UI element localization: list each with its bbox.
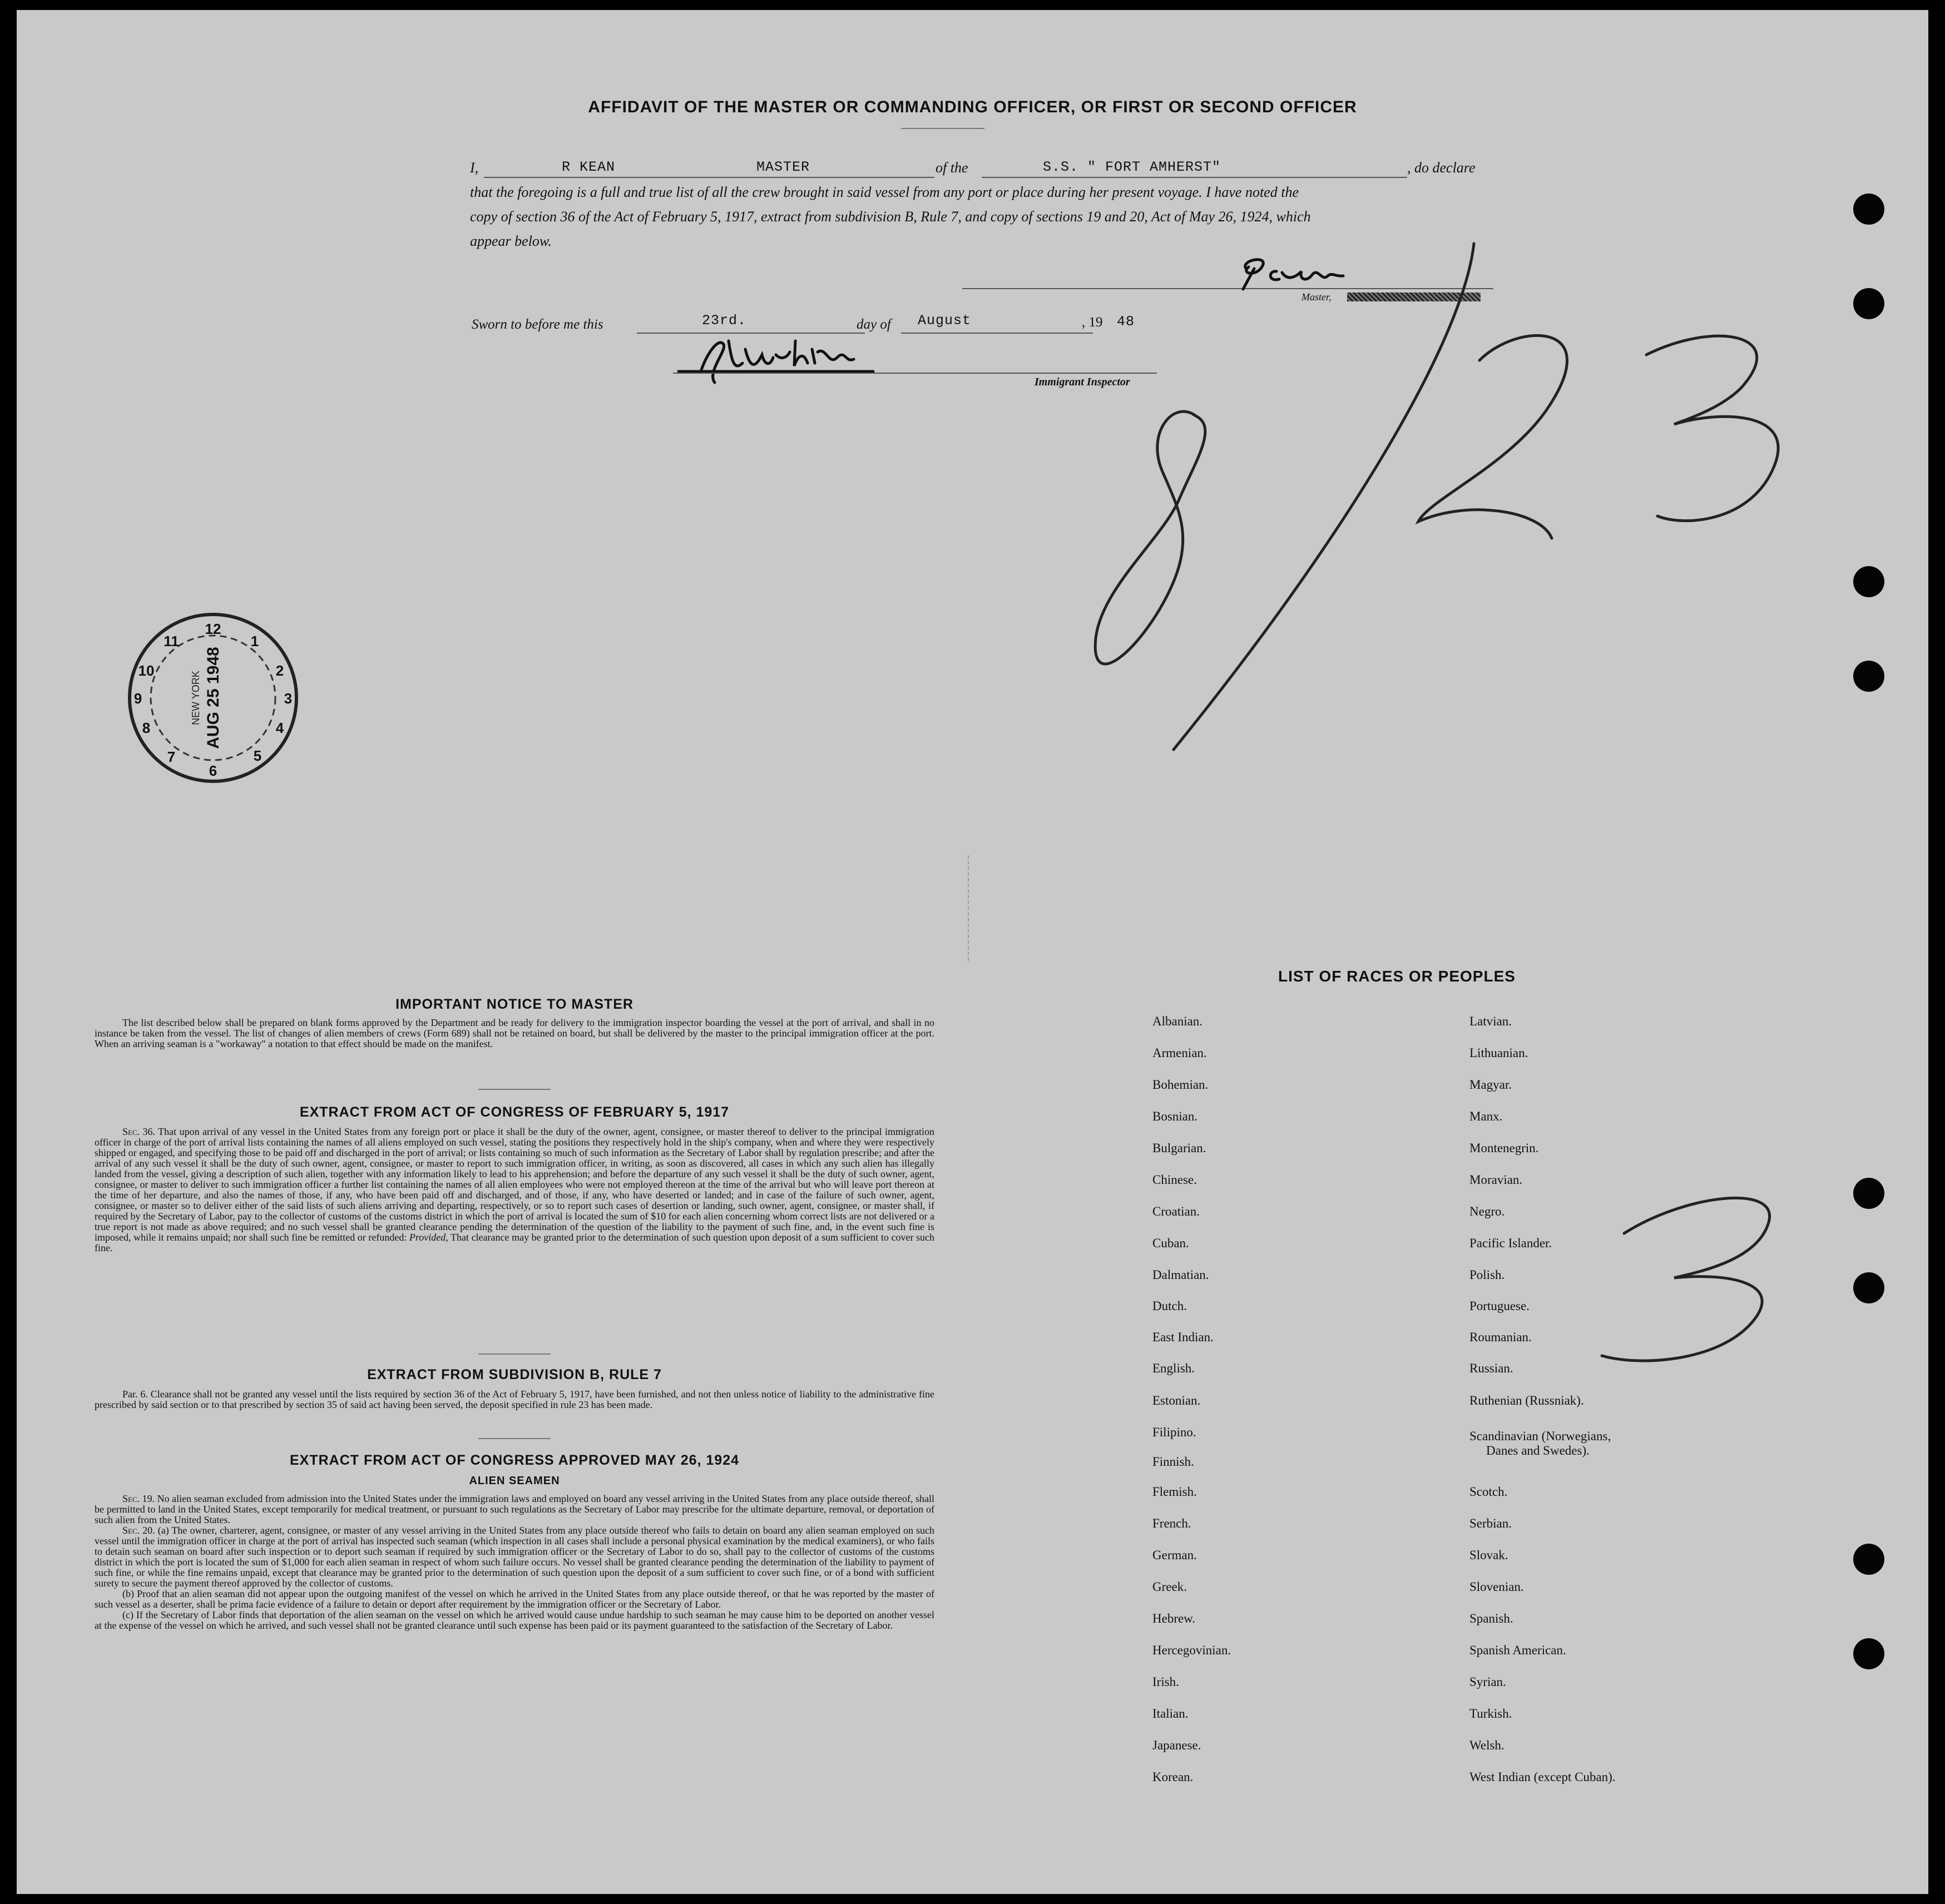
races-heading: LIST OF RACES OR PEOPLES <box>1278 968 1516 985</box>
race-greek: Greek. <box>1152 1580 1187 1594</box>
center-fold-line <box>968 855 969 961</box>
stamp-hour-3: 3 <box>284 690 293 707</box>
divider-3 <box>478 1438 551 1439</box>
race-polish: Polish. <box>1469 1268 1505 1282</box>
race-italian: Italian. <box>1152 1707 1189 1720</box>
race-serbian: Serbian. <box>1469 1516 1512 1530</box>
stamp-hour-4: 4 <box>275 720 284 736</box>
sec36-label: Sec. 36. <box>122 1126 156 1137</box>
stamp-hour-1: 1 <box>250 633 259 649</box>
divider-2 <box>478 1353 551 1355</box>
year-prefix: , 19 <box>1082 315 1103 330</box>
race-estonian: Estonian. <box>1152 1394 1201 1407</box>
declaration-line-3: copy of section 36 of the Act of February 5, 1917, extract from subdivision B, Rule 7, and copy of sections 19 and 20, Act of May 26, 1924, which <box>470 209 1311 225</box>
race-portuguese: Portuguese. <box>1469 1299 1530 1313</box>
vessel-name: S.S. " FORT AMHERST" <box>1043 159 1221 175</box>
sec19-body: No alien seaman excluded from admission into the United States under the immigration laws and employed on board any vessel arriving in the United States from any place outside thereof, shall be permitted to land in the United States, except temporarily for medical treatment, or pursuant to such regulations as the Secretary of Labor may prescribe for the ultimate departure, removal, or deportation of such alien from the United States. <box>95 1493 935 1525</box>
stamp-hour-12: 12 <box>205 621 221 637</box>
rule7-heading: EXTRACT FROM SUBDIVISION B, RULE 7 <box>367 1367 662 1382</box>
race-scandinavian-cont: Danes and Swedes). <box>1486 1444 1590 1457</box>
race-slovenian: Slovenian. <box>1469 1580 1524 1594</box>
race-welsh: Welsh. <box>1469 1738 1504 1752</box>
race-german: German. <box>1152 1548 1197 1562</box>
stamp-hour-10: 10 <box>138 662 155 679</box>
race-pacific-islander: Pacific Islander. <box>1469 1236 1552 1250</box>
declaration-line-4: appear below. <box>470 233 552 249</box>
race-spanish-american: Spanish American. <box>1469 1643 1566 1657</box>
day-of-label: day of <box>857 317 891 332</box>
race-bohemian: Bohemian. <box>1152 1078 1209 1092</box>
race-west-indian: West Indian (except Cuban). <box>1469 1770 1616 1784</box>
race-dutch: Dutch. <box>1152 1299 1187 1313</box>
divider-1 <box>478 1089 551 1090</box>
race-bosnian: Bosnian. <box>1152 1109 1198 1123</box>
race-slovak: Slovak. <box>1469 1548 1508 1562</box>
i-label: I, <box>470 160 479 176</box>
race-dalmatian: Dalmatian. <box>1152 1268 1209 1282</box>
race-lithuanian: Lithuanian. <box>1469 1046 1528 1060</box>
document-page <box>17 10 1928 1894</box>
stamp-hour-6: 6 <box>209 762 217 779</box>
race-ruthenian: Ruthenian (Russniak). <box>1469 1394 1584 1407</box>
binder-hole <box>1853 1544 1884 1575</box>
stamp-date: AUG 25 1948 <box>204 647 222 749</box>
race-negro: Negro. <box>1469 1204 1505 1218</box>
master-rank: MASTER <box>756 159 810 175</box>
binder-hole <box>1853 661 1884 692</box>
stamp-hour-7: 7 <box>167 748 176 765</box>
stamp-hour-9: 9 <box>133 690 142 707</box>
race-cuban: Cuban. <box>1152 1236 1189 1250</box>
race-magyar: Magyar. <box>1469 1078 1512 1092</box>
race-albanian: Albanian. <box>1152 1014 1203 1028</box>
master-label: Master, <box>1301 291 1332 303</box>
race-scotch: Scotch. <box>1469 1485 1508 1499</box>
sec20a-paragraph <box>95 1525 934 1589</box>
extract-1917-text <box>95 1127 934 1253</box>
binder-hole <box>1853 1638 1884 1669</box>
race-bulgarian: Bulgarian. <box>1152 1141 1206 1155</box>
provided-label: Provided, <box>409 1232 448 1243</box>
race-spanish: Spanish. <box>1469 1612 1513 1625</box>
binder-hole <box>1853 288 1884 319</box>
race-irish: Irish. <box>1152 1675 1179 1689</box>
sworn-label: Sworn to before me this <box>472 317 603 332</box>
sec20-label: Sec. 20. <box>122 1525 155 1536</box>
race-latvian: Latvian. <box>1469 1014 1512 1028</box>
race-finnish: Finnish. <box>1152 1455 1194 1469</box>
race-french: French. <box>1152 1516 1191 1530</box>
extract-1917-heading: EXTRACT FROM ACT OF CONGRESS OF FEBRUARY 5, 1917 <box>299 1104 730 1120</box>
extract-1924-text <box>95 1494 934 1631</box>
stamp-hour-5: 5 <box>253 747 262 764</box>
race-chinese: Chinese. <box>1152 1173 1197 1187</box>
binder-hole <box>1853 1178 1884 1209</box>
race-english: English. <box>1152 1361 1195 1375</box>
sec20b-paragraph: (b) Proof that an alien seaman did not appear upon the outgoing manifest of the vessel on which he arrived in the United States from any place outside thereof, or that he was reported by the master of such vessel as a deserter, shall be prima facie evidence of a failure to detain or deport after requirement by the immigration officer or the Secretary of Labor. <box>95 1588 934 1610</box>
sec20c-paragraph: (c) If the Secretary of Labor finds that deportation of the alien seaman on the vessel on which he arrived would cause undue hardship to such seaman he may cause him to be deported on another vessel at the expense of the vessel on which he arrived, and such vessel shall not be granted clearance until such expense has been paid or its payment guaranteed to the satisfaction of the Secretary of Labor. <box>95 1609 934 1631</box>
race-flemish: Flemish. <box>1152 1485 1197 1499</box>
race-scandinavian: Scandinavian (Norwegians, <box>1469 1429 1611 1443</box>
stamp-hour-8: 8 <box>142 720 151 736</box>
race-manx: Manx. <box>1469 1109 1503 1123</box>
sec19-label: Sec. 19. <box>122 1493 155 1504</box>
race-korean: Korean. <box>1152 1770 1194 1784</box>
master-name: R KEAN <box>562 159 616 175</box>
race-syrian: Syrian. <box>1469 1675 1506 1689</box>
race-japanese: Japanese. <box>1152 1738 1201 1752</box>
notice-text: The list described below shall be prepared on blank forms approved by the Department and be ready for delivery to the immigration inspector boarding the vessel at the port of arrival, and shall in no instance be taken from the vessel. The list of changes of alien members of crews (Form 689) shall not be retained on board, but shall be delivered by the master to the principal immigration officer at the port. When an arriving seaman is a "workaway" a notation to that effect should be made on the manifest. <box>95 1017 934 1049</box>
race-hercegovinian: Hercegovinian. <box>1152 1643 1231 1657</box>
rule7-text: Par. 6. Clearance shall not be granted any vessel until the lists required by section 36 of the Act of February 5, 1917, have been furnished, and not then unless notice of liability to the administrative fine prescribed by said section or to that prescribed by section 35 of said act having been served, the deposit specified in rule 23 has been made. <box>95 1389 934 1410</box>
sec36-body: That upon arrival of any vessel in the United States from any foreign port or place it shall be the duty of the owner, agent, consignee, or master thereof to deliver to the principal immigration officer in charge of the port of arrival lists containing the names of all aliens employed on such vessel, stating the positions they respectively hold in the ship's company, when and where they were respectively shipped or engaged, and specifying those to be paid off and discharged in the port of arrival; or lists containing so much of such information as the Secretary of Labor shall by regulation prescribe; and after the arrival of any such vessel it shall be the duty of such owner, agent, consignee, or master to report to such immigration officer, in writing, as soon as discovered, all cases in which any such alien has illegally landed from the vessel, giving a description of such alien, together with any information likely to lead to his apprehension; and before the departure of any such vessel it shall be the duty of such owner, agent, consignee, or master to deliver to such immigration officer a further list containing the names of all alien employees who were not employed thereon at the time of the arrival but who will leave port thereon at the time of her departure, and also the names of those, if any, who have been paid off and discharged, and of those, if any, who have deserted or landed; and in case of the failure of such owner, agent, consignee, or master so to deliver either of the said lists of such aliens arriving and departing, respectively, or so to report such cases of desertion or landing, such owner, agent, consignee, or master shall, if required by the Secretary of Labor, pay to the collector of customs of the customs district in which the port of arrival is located the sum of $10 for each alien concerning whom correct lists are not delivered or a true report is not made as above required; and no such vessel shall be granted clearance pending the determination of the question of the liability to the payment of such fine, and, in the event such fine is imposed, while it remains unpaid; nor shall such fine be remitted or refunded: <box>95 1126 935 1243</box>
race-hebrew: Hebrew. <box>1152 1612 1196 1625</box>
binder-hole <box>1853 566 1884 597</box>
race-moravian: Moravian. <box>1469 1173 1523 1187</box>
sworn-month: August <box>918 313 972 329</box>
race-filipino: Filipino. <box>1152 1425 1196 1439</box>
extract-1924-heading: EXTRACT FROM ACT OF CONGRESS APPROVED MAY 26, 1924 <box>289 1452 740 1468</box>
affidavit-title: AFFIDAVIT OF THE MASTER OR COMMANDING OFFICER, OR FIRST OR SECOND OFFICER <box>588 98 1357 116</box>
race-russian: Russian. <box>1469 1361 1513 1375</box>
of-the-label: of the <box>936 160 968 176</box>
sec36-end: That clearance may be granted prior to the determination of such question upon deposit of a sum sufficient to cover such fine. <box>95 1232 935 1253</box>
sworn-day: 23rd. <box>702 313 747 329</box>
sec19-paragraph <box>95 1494 934 1525</box>
race-turkish: Turkish. <box>1469 1707 1512 1720</box>
race-montenegrin: Montenegrin. <box>1469 1141 1539 1155</box>
race-croatian: Croatian. <box>1152 1204 1200 1218</box>
stamp-hour-11: 11 <box>164 633 179 649</box>
alien-seamen-subheading: ALIEN SEAMEN <box>469 1475 560 1487</box>
stamp-place: NEW YORK <box>190 671 201 725</box>
stamp-hour-2: 2 <box>275 662 284 679</box>
race-armenian: Armenian. <box>1152 1046 1207 1060</box>
notice-heading: IMPORTANT NOTICE TO MASTER <box>395 996 634 1012</box>
race-roumanian: Roumanian. <box>1469 1330 1532 1344</box>
binder-hole <box>1853 1272 1884 1303</box>
date-stamp <box>121 606 305 790</box>
inspector-label: Immigrant Inspector <box>1035 376 1130 388</box>
do-declare-label: , do declare <box>1407 160 1476 176</box>
sec20a-body: (a) The owner, charterer, agent, consignee, or master of any vessel arriving in the United States from any place outside thereof who fails to detain on board any alien seaman employed on such vessel until the immigration officer in charge at the port of arrival has inspected such seaman (which inspection in all cases shall include a personal physical examination by the medical examiners), or who fails to detain such seaman on board after such inspection or to deport such seaman if required by such immigration officer or the Secretary of Labor to do so, shall pay to the collector of customs of the customs district in which the port is located the sum of $1,000 for each alien seaman in respect of whom such failure occurs. No vessel shall be granted clearance pending the determination of the liability to payment of such fine, or while the fine remains unpaid, except that clearance may be granted prior to the determination of such question upon the deposit of a sum sufficient to cover such fine, or of a bond with sufficient surety to secure the payment thereof approved by the collector of customs. <box>95 1525 935 1589</box>
year-suffix: 48 <box>1117 314 1135 330</box>
race-east-indian: East Indian. <box>1152 1330 1214 1344</box>
declaration-line-2: that the foregoing is a full and true list of all the crew brought in said vessel from any port or place during her present voyage. I have noted the <box>470 184 1299 200</box>
binder-hole <box>1853 194 1884 225</box>
